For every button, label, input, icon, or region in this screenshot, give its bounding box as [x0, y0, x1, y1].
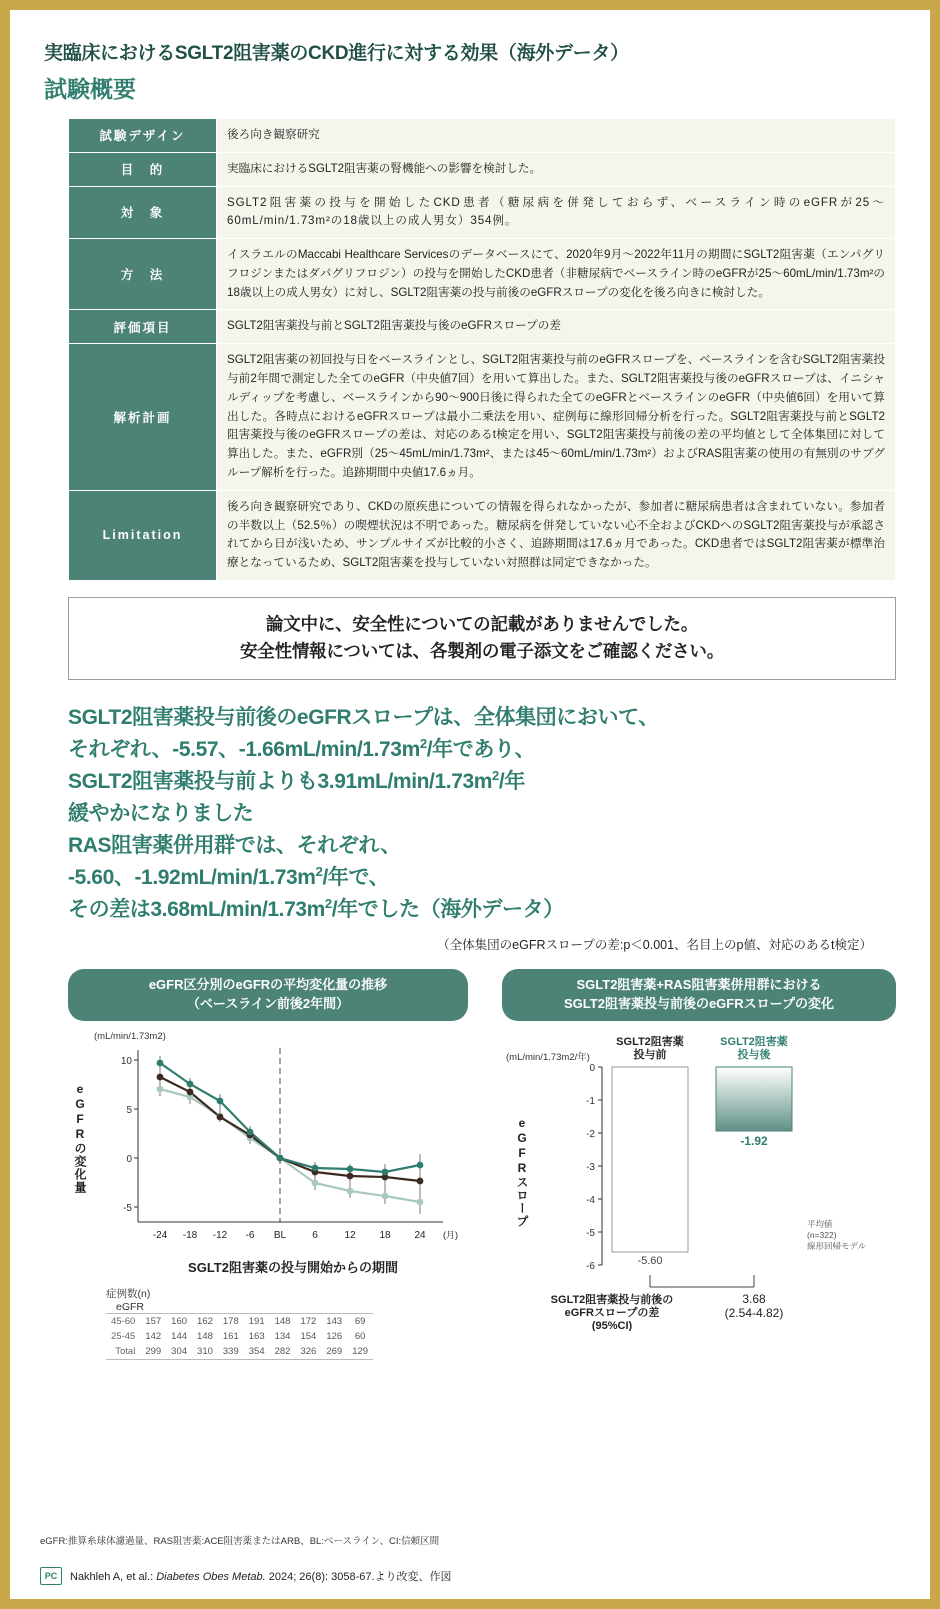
svg-text:-4: -4	[586, 1195, 595, 1207]
chart-left-title-line1: eGFR区分別のeGFRの平均変化量の推移	[148, 977, 388, 993]
counts-table	[106, 1313, 373, 1360]
svg-text:投与前: 投与前	[633, 1049, 667, 1062]
message-line-7-text: その差は3.68mL/min/1.73m	[68, 897, 325, 921]
row-value: 実臨床におけるSGLT2阻害薬の腎機能への影響を検討した。	[217, 152, 896, 186]
counts-cell: 148	[197, 1331, 213, 1343]
svg-text:-1.92: -1.92	[740, 1134, 768, 1149]
counts-row-label: 25-45	[111, 1331, 136, 1343]
svg-text:(月): (月)	[443, 1230, 458, 1241]
counts-cell: 354	[248, 1346, 265, 1358]
safety-notice	[68, 597, 896, 680]
counts-cell: 162	[197, 1316, 213, 1328]
chart-right-svg	[502, 1031, 896, 1331]
reference-pre: Nakhleh A, et al.:	[70, 1571, 157, 1583]
counts-subtitle: eGFR	[116, 1301, 145, 1314]
svg-text:-3: -3	[586, 1162, 595, 1174]
counts-cell: 157	[145, 1316, 162, 1328]
svg-text:線形回帰モデル: 線形回帰モデル	[807, 1241, 867, 1252]
counts-cell: 144	[171, 1331, 188, 1343]
reference-post: 2024; 26(8): 3058-67.より改変、作図	[265, 1571, 452, 1583]
svg-text:-1: -1	[586, 1096, 595, 1108]
row-label: 目 的	[69, 152, 217, 186]
row-label: 解析計画	[69, 344, 217, 490]
message-line-1: SGLT2阻害薬投与前後のeGFRスロープは、全体集団において、	[68, 706, 659, 730]
svg-text:BL: BL	[273, 1230, 287, 1242]
svg-text:SGLT2阻害薬: SGLT2阻害薬	[616, 1036, 684, 1049]
row-value: 後ろ向き観察研究であり、CKDの原疾患についての情報を得られなかったが、参加者に糖尿病患者は含まれていない。参加者の半数以上（52.5％）の喫煙状況は不明であった。糖尿病を併発していない心不全およびCKDへのSGLT2阻害薬投与が承認されてから日が浅いため、サンプルサイズが比較的小さく、追跡期間は17.6ヵ月であった。CKD患者ではSGLT2阻害薬が標準治療となっているため、SGLT2阻害薬を投与していない対照群は同定できなかった。	[217, 490, 896, 580]
svg-text:-18: -18	[182, 1230, 198, 1242]
message-line-3-sup: 2	[492, 767, 499, 783]
table-row	[69, 152, 896, 186]
chart-right-unit: (mL/min/1.73m2/年)	[506, 1052, 590, 1064]
counts-cell: 163	[248, 1331, 265, 1343]
message-line-3-end: /年	[498, 769, 525, 793]
svg-text:-12: -12	[212, 1230, 228, 1242]
svg-text:-2: -2	[586, 1129, 595, 1141]
svg-text:(95%CI): (95%CI)	[591, 1320, 633, 1332]
key-message	[68, 702, 900, 925]
chart-right-ylabel: eGFRスロープ	[515, 1116, 529, 1229]
svg-text:-6: -6	[245, 1230, 255, 1242]
counts-cell: 142	[145, 1331, 162, 1343]
counts-cell: 69	[354, 1316, 366, 1328]
counts-title: 症例数(n)	[106, 1288, 151, 1301]
table-row	[69, 119, 896, 153]
counts-cell: 161	[222, 1331, 239, 1343]
row-value: イスラエルのMaccabi Healthcare Servicesのデータベースにて、2020年9月〜2022年11月の期間にSGLT2阻害薬（エンパグリフロジンまたはダパグリフロジン）の投与を開始したCKD患者（非糖尿病でベースライン時のeGFRが25〜60mL/min/1.73m²の18歳以上の成人男女）に対し、SGLT2阻害薬の投与前後のeGFRスロープの変化を後ろ向きに検討した。	[217, 239, 896, 310]
table-row	[106, 1344, 373, 1360]
counts-cell: 310	[197, 1346, 213, 1358]
counts-cell: 326	[300, 1346, 317, 1358]
abbreviation-footnote: eGFR:推算糸球体濾過量、RAS阻害薬:ACE阻害薬またはARB、BL:ベースライン、CI:信頼区間	[40, 1536, 440, 1547]
counts-cell: 178	[222, 1316, 239, 1328]
svg-text:-5.60: -5.60	[637, 1255, 663, 1268]
chart-left-plot	[68, 1042, 468, 1257]
row-value: SGLT2阻害薬の初回投与日をベースラインとし、SGLT2阻害薬投与前のeGFRスロープを、ベースラインを含むSGLT2阻害薬投与前2年間で測定した全てのeGFR（中央値7回）を用いて算出した。また、SGLT2阻害薬投与後のeGFRスロープは、イニシャルディップを考慮し、ベースラインから90〜900日後に得られた全てのeGFRとベースラインのeGFR（中央値6回）を用いて算出した。各時点におけるeGFRスロープは最小二乗法を用い、症例毎に線形回帰分析を行った。SGLT2阻害薬投与前とSGLT2阻害薬投与後のeGFRスロープの差は、対応のあるt検定を用い、SGLT2阻害薬投与前後の差の平均値として全体集団に対して算出した。また、eGFR別（25〜45mL/min/1.73m²、または45〜60mL/min/1.73m²）およびRAS阻害薬の使用の有無別のサブグループ解析を行った。追跡期間中央値17.6ヵ月。	[217, 344, 896, 490]
notice-line-2: 安全性情報については、各製剤の電子添文をご確認ください。	[239, 640, 725, 661]
row-value: 後ろ向き観察研究	[217, 119, 896, 153]
svg-text:(n=322): (n=322)	[807, 1230, 837, 1241]
message-line-2-text: それぞれ、-5.57、-1.66mL/min/1.73m	[68, 738, 420, 761]
counts-cell: 126	[326, 1331, 343, 1343]
message-line-2	[68, 734, 900, 766]
table-row	[69, 186, 896, 239]
counts-row-label: 45-60	[111, 1316, 136, 1328]
row-value: SGLT2阻害薬投与前とSGLT2阻害薬投与後のeGFRスロープの差	[217, 310, 896, 344]
table-row	[69, 490, 896, 580]
table-row	[106, 1329, 373, 1344]
row-label: Limitation	[69, 490, 217, 580]
svg-text:-6: -6	[586, 1261, 595, 1273]
svg-text:平均値: 平均値	[807, 1219, 833, 1230]
svg-text:12: 12	[344, 1230, 356, 1242]
counts-cell: 154	[300, 1331, 317, 1343]
chart-left-title	[68, 969, 468, 1021]
message-line-2-sup: 2	[419, 736, 427, 751]
chart-left-unit: (mL/min/1.73m2)	[94, 1031, 166, 1043]
notice-line-1: 論文中に、安全性についての記載がありませんでした。	[265, 613, 699, 634]
message-line-7	[68, 894, 900, 926]
counts-cell: 172	[300, 1316, 317, 1328]
message-line-7-end: /年でした（海外データ）	[331, 897, 564, 921]
row-label: 試験デザイン	[69, 119, 217, 153]
reference-text	[70, 1568, 452, 1584]
charts-area	[40, 969, 900, 1409]
message-line-6	[68, 862, 900, 894]
svg-text:6: 6	[312, 1230, 318, 1242]
svg-text:-5: -5	[123, 1203, 132, 1215]
chart-left-svg	[68, 1042, 458, 1257]
counts-cell: 134	[274, 1331, 291, 1343]
svg-text:(2.54-4.82): (2.54-4.82)	[724, 1306, 784, 1321]
message-line-3	[68, 766, 900, 798]
counts-cell: 304	[171, 1346, 188, 1358]
chart-left-xlabel: SGLT2阻害薬の投与開始からの期間	[188, 1260, 398, 1276]
page	[10, 10, 930, 1599]
message-line-2-end: /年であり、	[426, 738, 536, 761]
row-label: 対 象	[69, 186, 217, 239]
message-line-5: RAS阻害薬併用群では、それぞれ、	[68, 833, 401, 857]
row-value: SGLT2阻害薬の投与を開始したCKD患者（糖尿病を併発しておらず、ベースライン時のeGFRが25〜60mL/min/1.73m²の18歳以上の成人男女）354例。	[217, 186, 896, 239]
reference	[40, 1567, 452, 1585]
table-row	[69, 344, 896, 490]
counts-cell: 160	[171, 1316, 188, 1328]
counts-cell: 191	[248, 1316, 265, 1328]
row-label: 評価項目	[69, 310, 217, 344]
chart-left-ylabel: eGFRの変化量	[73, 1082, 87, 1195]
counts-cell: 269	[326, 1346, 343, 1358]
message-line-6-end: /年で、	[322, 865, 390, 889]
chart-egfr-slope	[502, 969, 896, 1331]
message-line-6-sup: 2	[315, 863, 323, 879]
table-row	[69, 239, 896, 310]
svg-text:5: 5	[126, 1105, 132, 1117]
message-line-6-text: -5.60、-1.92mL/min/1.73m	[68, 865, 316, 889]
message-line-4: 緩やかになりました	[68, 801, 254, 825]
svg-text:SGLT2阻害薬: SGLT2阻害薬	[720, 1036, 788, 1049]
svg-text:18: 18	[379, 1230, 391, 1242]
counts-cell: 60	[354, 1331, 366, 1343]
publisher-badge: PC	[40, 1567, 62, 1585]
chart-right-title	[502, 969, 896, 1021]
svg-text:-24: -24	[152, 1230, 168, 1242]
table-row	[69, 310, 896, 344]
page-subtitle: 試験概要	[44, 76, 136, 102]
table-row	[106, 1314, 373, 1330]
counts-cell: 299	[145, 1346, 162, 1358]
svg-text:3.68: 3.68	[742, 1292, 766, 1307]
chart-egfr-change	[68, 969, 468, 1360]
svg-text:24: 24	[414, 1230, 426, 1242]
message-line-7-sup: 2	[324, 895, 332, 911]
page-title: 実臨床におけるSGLT2阻害薬のCKD進行に対する効果（海外データ）	[44, 43, 629, 64]
counts-cell: 148	[274, 1316, 291, 1328]
row-label: 方 法	[69, 239, 217, 310]
study-summary-table	[68, 118, 896, 581]
svg-text:eGFRスロープの差: eGFRスロープの差	[564, 1307, 660, 1320]
reference-journal: Diabetes Obes Metab.	[156, 1571, 266, 1583]
counts-row-label: Total	[115, 1346, 136, 1358]
counts-cell: 282	[274, 1346, 291, 1358]
counts-cell: 129	[352, 1346, 369, 1358]
counts-cell: 143	[326, 1316, 343, 1328]
svg-text:0: 0	[126, 1154, 132, 1166]
chart-right-title-line1: SGLT2阻害薬+RAS阻害薬併用群における	[576, 977, 822, 993]
svg-text:投与後: 投与後	[737, 1049, 771, 1062]
chart-left-title-line2: （ベースライン前後2年間）	[186, 996, 350, 1012]
svg-text:10: 10	[120, 1056, 132, 1068]
chart-right-plot	[502, 1031, 896, 1331]
counts-cell: 339	[222, 1346, 239, 1358]
message-line-3-text: SGLT2阻害薬投与前よりも3.91mL/min/1.73m	[68, 769, 493, 793]
svg-text:SGLT2阻害薬投与前後の: SGLT2阻害薬投与前後の	[550, 1294, 674, 1307]
p-value-note: （全体集団のeGFRスロープの差:p＜0.001、名目上のp値、対応のあるt検定）	[437, 938, 872, 953]
svg-text:-5: -5	[586, 1228, 595, 1240]
svg-text:0: 0	[589, 1063, 595, 1075]
chart-right-title-line2: SGLT2阻害薬投与前後のeGFRスロープの変化	[564, 996, 834, 1012]
